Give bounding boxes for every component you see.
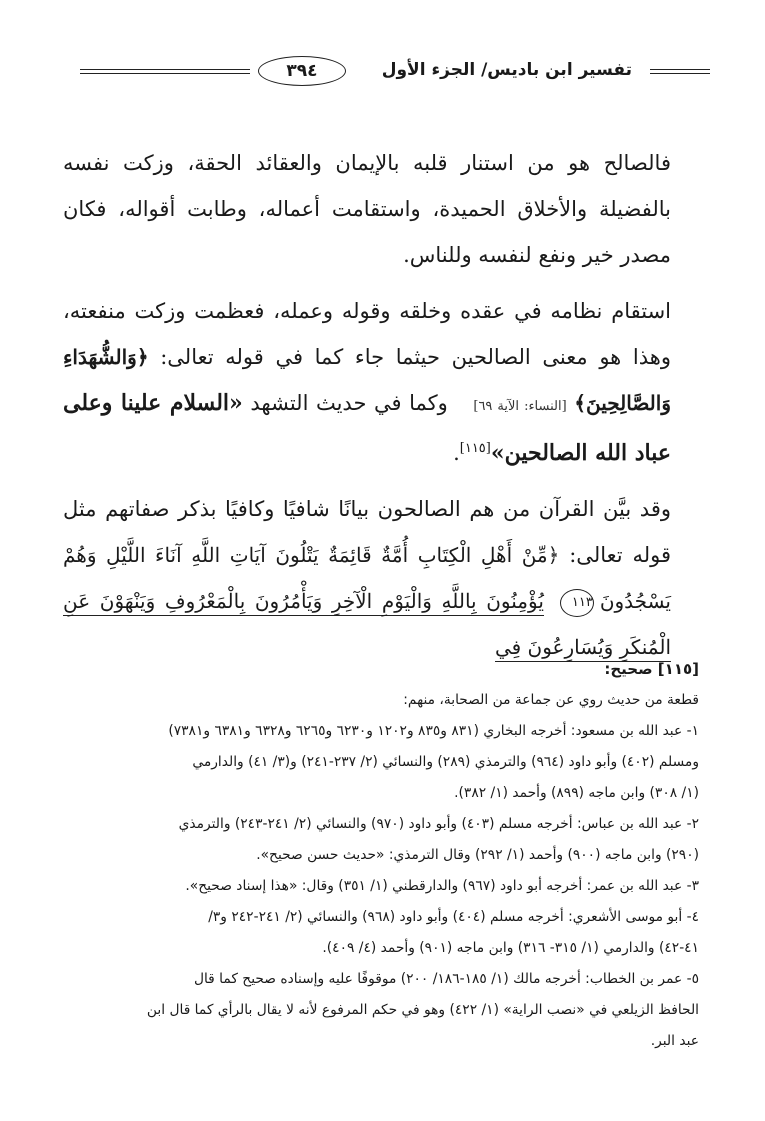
footnote-line: ٢- عبد الله بن عباس: أخرجه مسلم (٤٠٣) وأبو داود (٩٧٠) والنسائي (٢/ ٢٤١-٢٤٣) والترمذي <box>178 816 699 832</box>
page-number: ٣٩٤ <box>258 56 346 86</box>
main-text <box>63 140 699 670</box>
paragraph-2 <box>63 288 699 476</box>
quran-verse-1: ﴿وَالشُّهَدَاءِ وَالصَّالِحِينَ﴾ <box>63 345 671 415</box>
footnote-line: الحافظ الزيلعي في «نصب الراية» (١/ ٤٢٢) وهو في حكم المرفوع لأنه لا يقال بالرأي كما قال ابن <box>146 1002 699 1018</box>
footnote-heading: [١١٥] صحيح: <box>604 660 699 678</box>
paragraph-1: فالصالح هو من استنار قلبه بالإيمان والعقائد الحقة، وزكت نفسه بالفضيلة والأخلاق الحميدة، واستقامت أعماله، وطابت أقواله، فكان مصدر خير ونفع لنفسه وللناس. <box>63 151 671 267</box>
paragraph-3 <box>63 486 699 670</box>
footnote-line: ١- عبد الله بن مسعود: أخرجه البخاري (٨٣١ و٨٣٥ و١٢٠٢ و٦٢٣٠ و٦٢٦٥ و٦٣٢٨ و٦٣٨١ و٧٣٨١) <box>168 723 699 739</box>
verse-citation: [النساء: الآية ٦٩] <box>473 399 567 414</box>
footnote-line: (٢٩٠) وابن ماجه (٩٠٠) وأحمد (١/ ٢٩٢) وقال الترمذي: «حديث حسن صحيح». <box>256 847 699 863</box>
footnote-line: ٤١-٤٢) والدارمي (١/ ٣١٥- ٣١٦) وابن ماجه (٩٠١) وأحمد (٤/ ٤٠٩). <box>322 940 699 956</box>
paragraph-2-text: استقام نظامه في عقده وخلقه وقوله وعمله، فعظمت وزكت منفعته، وهذا هو معنى الصالحين حيثما جاء كما في قوله تعالى: <box>63 299 671 369</box>
footnote-line: ومسلم (٤٠٢) وأبو داود (٩٦٤) والترمذي (٢٨٩) والنسائي (٢/ ٢٣٧-٢٤١) و(٣/ ٤١) والدارمي <box>192 754 699 770</box>
footnote-line: ٣- عبد الله بن عمر: أخرجه أبو داود (٩٦٧) والدارقطني (١/ ٣٥١) وقال: «هذا إسناد صحيح». <box>185 878 699 894</box>
quran-verse-2a: ﴿مِّنْ أَهْلِ الْكِتَابِ أُمَّةٌ قَائِمَةٌ يَتْلُونَ آيَاتِ اللَّهِ آنَاءَ اللَّيْلِ وَهُمْ يَسْجُدُونَ <box>63 543 671 613</box>
footnote-reference[interactable]: [١١٥] <box>459 441 491 456</box>
hadith-quote: «السلام علينا وعلى عباد الله الصالحين» <box>63 390 671 466</box>
footnote-line: قطعة من حديث روي عن جماعة من الصحابة، منهم: <box>403 692 699 708</box>
paragraph-2-end: . <box>453 441 460 465</box>
quran-verse-2b: يُؤْمِنُونَ بِاللَّهِ وَالْيَوْمِ الْآخِرِ وَيَأْمُرُونَ بِالْمَعْرُوفِ وَيَنْهَوْنَ عَنِ الْمُنكَرِ وَيُسَارِعُونَ فِي <box>63 589 671 662</box>
paragraph-2-text-2: وكما في حديث التشهد <box>250 391 448 415</box>
ayah-number-marker: ١١٣ <box>560 589 594 617</box>
footnotes <box>67 654 699 1057</box>
footnote-line: ٤- أبو موسى الأشعري: أخرجه مسلم (٤٠٤) وأبو داود (٩٦٨) والنسائي (٢/ ٢٤١-٢٤٢ و٣/ <box>208 909 699 925</box>
footnote-line: ٥- عمر بن الخطاب: أخرجه مالك (١/ ١٨٥-١٨٦/ ٢٠٠) موقوفًا عليه وإسناده صحيح كما قال <box>193 971 699 987</box>
page-header <box>80 56 710 96</box>
footnote-line: (١/ ٣٠٨) وابن ماجه (٨٩٩) وأحمد (١/ ٣٨٢). <box>454 785 699 801</box>
header-rule-left <box>80 69 250 74</box>
header-rule-right <box>650 69 710 74</box>
paragraph-3-text: وقد بيَّن القرآن من هم الصالحون بيانًا شافيًا وكافيًا بذكر صفاتهم مثل قوله تعالى: <box>63 497 671 567</box>
footnote-line: عبد البر. <box>650 1033 699 1049</box>
running-title: تفسير ابن باديس/ الجزء الأول <box>381 60 632 80</box>
